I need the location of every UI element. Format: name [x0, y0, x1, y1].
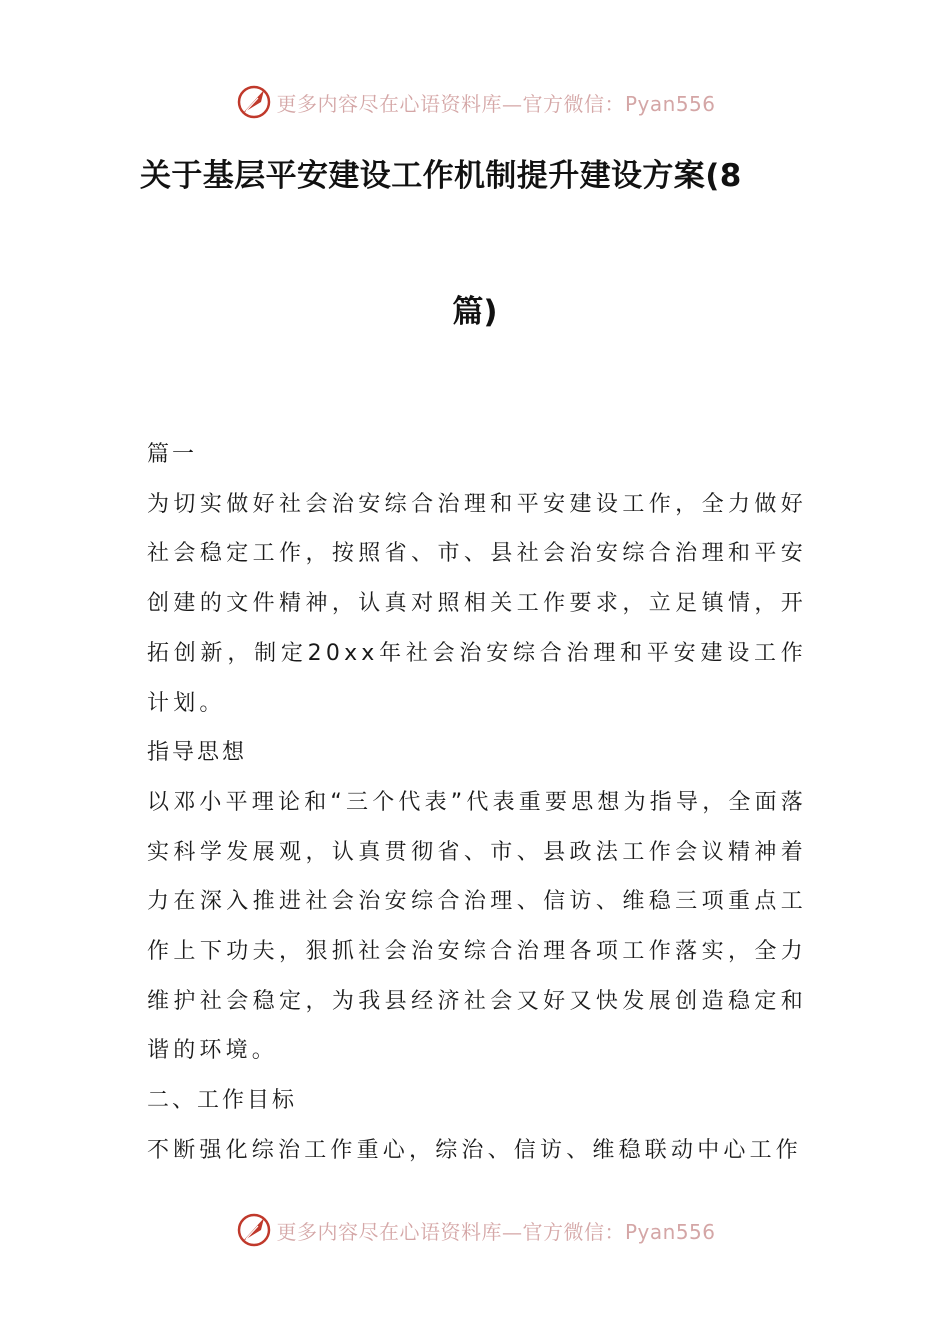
body-paragraph: 以邓小平理论和“三个代表”代表重要思想为指导，全面落实科学发展观，认真贯彻省、市、县政法工作会议精神着力在深入推进社会治安综合治理、信访、维稳三项重点工作上下功夫，狠抓社会治安综合治理各项工作落实，全力维护社会稳定，为我县经济社会又好又快发展创造稳定和谐的环境。	[147, 789, 807, 1064]
document-title-line1: 关于基层平安建设工作机制提升建设方案(8	[140, 158, 742, 194]
document-body	[147, 430, 807, 1176]
watermark-wechat: Pyan556	[624, 91, 716, 116]
section-heading: 二、工作目标	[147, 1088, 298, 1114]
watermark-wechat: Pyan556	[624, 1219, 716, 1244]
watermark-header	[0, 82, 950, 122]
body-paragraph: 不断强化综治工作重心，综治、信访、维稳联动中心工作	[147, 1137, 803, 1163]
watermark-text: 更多内容尽在心语资料库—官方微信：Pyan556	[276, 1219, 716, 1244]
watermark-footer	[0, 1210, 950, 1250]
quill-logo-icon	[234, 1210, 274, 1250]
watermark-text: 更多内容尽在心语资料库—官方微信：Pyan556	[276, 91, 716, 116]
document-title-line2: 篇)	[452, 294, 498, 330]
section-heading: 指导思想	[147, 740, 248, 766]
body-paragraph: 为切实做好社会治安综合治理和平安建设工作，全力做好社会稳定工作，按照省、市、县社会治安综合治理和平安创建的文件精神，认真对照相关工作要求，立足镇情，开拓创新，制定20xx年社会治安综合治理和平安建设工作计划。	[147, 491, 807, 716]
section-heading: 篇一	[147, 442, 198, 467]
quill-logo-icon	[234, 82, 274, 122]
